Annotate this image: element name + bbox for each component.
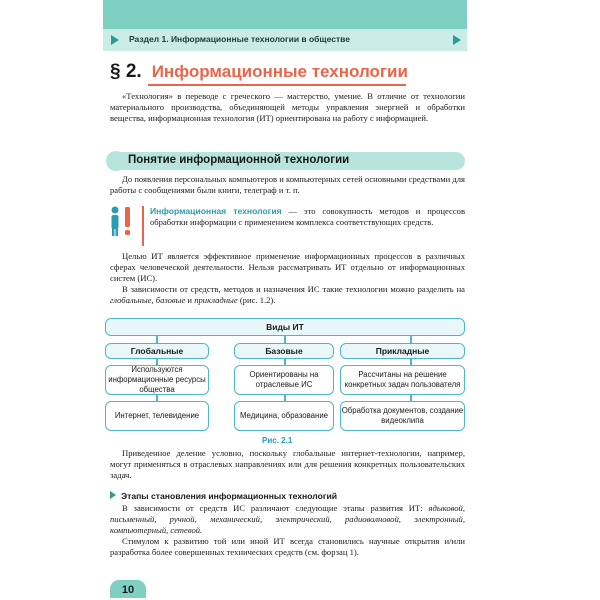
scheme-head-global: Глобальные bbox=[105, 343, 209, 359]
topic-heading-1 bbox=[110, 152, 465, 170]
figure-caption: Рис. 2.1 bbox=[262, 436, 293, 445]
topic-title-1: Понятие информационной технологии bbox=[128, 154, 350, 166]
triangle-left-icon bbox=[111, 35, 119, 45]
scheme-basic-item-1: Ориентированы на отраслевые ИС bbox=[234, 365, 334, 395]
scheme-head-basic: Базовые bbox=[234, 343, 334, 359]
page-title bbox=[110, 61, 408, 83]
scheme-applied-item-1: Рассчитаны на решение конкретных задач пользователя bbox=[340, 365, 465, 395]
scheme-root: Виды ИТ bbox=[105, 318, 465, 336]
topic-heading-2 bbox=[110, 491, 337, 501]
paragraph-number: § 2. bbox=[110, 61, 142, 82]
scheme-global-item-2: Интернет, телевидение bbox=[105, 401, 209, 431]
scheme-basic-item-2: Медицина, образование bbox=[234, 401, 334, 431]
definition-term: Информационная технология bbox=[150, 206, 282, 216]
triangle-right-icon bbox=[453, 35, 461, 45]
title-underline bbox=[148, 84, 406, 86]
definition-icon bbox=[108, 205, 136, 237]
scheme-global-item-1: Используются информационные ресурсы общества bbox=[105, 365, 209, 395]
paragraph-name: Информационные технологии bbox=[151, 62, 408, 81]
it-types-scheme bbox=[100, 318, 470, 438]
section-header bbox=[103, 29, 467, 51]
triangle-bullet-icon bbox=[110, 491, 116, 499]
topic2-text: В зависимости от средств ИС различают следующие этапы развития ИТ: ядыковой, письменный, ручной, механический, электрический, радиоволновой, электронный, компьютерный, сетевой. Стимулом к развитию той или иной ИТ всегда становились научные открытия и/или разработка более совершенных технических средств (см. форзац 1). bbox=[110, 503, 465, 557]
definition-rule bbox=[142, 206, 144, 246]
scheme-applied-item-2: Обработка документов, создание видеоклипа bbox=[340, 401, 465, 431]
section-label: Раздел 1. Информационные технологии в обществе bbox=[129, 34, 350, 44]
topic1-paragraph-1: До появления персональных компьютеров и компьютерных сетей основными средствами для работы с сообщениями были книги, телеграф и т. п. bbox=[110, 174, 465, 195]
scheme-head-applied: Прикладные bbox=[340, 343, 465, 359]
page-number: 10 bbox=[110, 580, 146, 598]
definition-text: Информационная технология — это совокупность методов и процессов обработки информации с применением комплекса соответствующих средств. bbox=[150, 206, 465, 227]
intro-text: «Технология» в переводе с греческого — мастерство, умение. В отличие от технологии материального производства, объединяющей методы управления энергией и обработки вещества, информационная технология (ИТ) ориентирована на работу с информацией. bbox=[110, 91, 465, 123]
topic-title-2: Этапы становления информационных технологий bbox=[121, 491, 338, 501]
top-band bbox=[103, 0, 467, 29]
topic1-paragraph-2: Целью ИТ является эффективное применение информационных процессов в различных сферах человеческой деятельности. Нельзя рассматривать ИТ отдельно от информационных систем (ИС). В зависимости от средств, методов и назначения ИС такие технологии можно разделить на глобальные, базовые и прикладные (рис. 1.2). bbox=[110, 251, 465, 305]
after-scheme-text: Приведенное деление условно, поскольку глобальные интернет-технологии, например, могут применяться в отраслевых направлениях или для решения конкретных пользовательских задач. bbox=[110, 448, 465, 480]
